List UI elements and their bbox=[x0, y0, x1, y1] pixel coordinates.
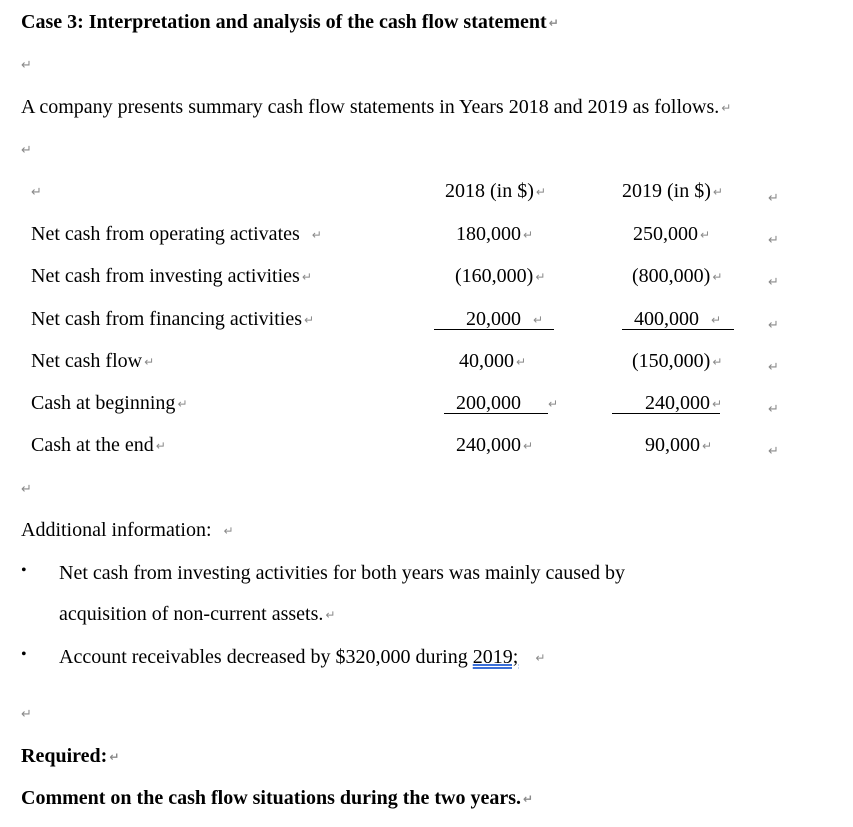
paragraph-mark-icon: ↵ bbox=[711, 313, 722, 327]
paragraph-mark-icon: ↵ bbox=[109, 750, 120, 764]
paragraph-mark-icon: ↵ bbox=[21, 143, 32, 158]
underline bbox=[434, 329, 554, 330]
value-2018: 20,000 ↵ bbox=[466, 308, 544, 330]
paragraph-mark-icon: ↵ bbox=[548, 16, 559, 30]
row-label: Cash at beginning ↵ bbox=[31, 392, 188, 414]
value-2018: 40,000 ↵ bbox=[459, 350, 527, 372]
value-2019: 250,000 ↵ bbox=[633, 223, 711, 245]
bullet-icon: • bbox=[21, 646, 27, 663]
paragraph-mark-icon: ↵ bbox=[721, 101, 732, 115]
paragraph-mark-icon: ↵ bbox=[21, 58, 32, 73]
paragraph-mark-icon: ↵ bbox=[31, 185, 42, 200]
required-title: Required: ↵ bbox=[21, 745, 120, 767]
row-end-mark-icon: ↵ bbox=[768, 318, 779, 333]
paragraph-mark-icon: ↵ bbox=[712, 270, 723, 284]
paragraph-mark-icon: ↵ bbox=[311, 228, 322, 242]
paragraph-mark-icon: ↵ bbox=[21, 707, 32, 722]
paragraph-mark-icon: ↵ bbox=[223, 524, 234, 538]
paragraph-mark-icon: ↵ bbox=[523, 792, 534, 806]
paragraph-mark-icon: ↵ bbox=[712, 355, 723, 369]
header-2019: 2019 (in $) ↵ bbox=[622, 180, 723, 202]
paragraph-mark-icon: ↵ bbox=[702, 439, 713, 453]
value-2018: 180,000 ↵ bbox=[456, 223, 534, 245]
paragraph-mark-icon: ↵ bbox=[177, 397, 188, 411]
row-label: Net cash from operating activates ↵ bbox=[31, 223, 322, 245]
case-title: Case 3: Interpretation and analysis of the cash flow statement ↵ bbox=[21, 11, 559, 33]
row-end-mark-icon: ↵ bbox=[768, 402, 779, 417]
underline bbox=[622, 329, 734, 330]
bullet-item-continued: acquisition of non-current assets. ↵ bbox=[59, 603, 336, 625]
value-2018: 200,000 ↵ bbox=[456, 392, 559, 414]
paragraph-mark-icon: ↵ bbox=[301, 270, 312, 284]
paragraph-mark-icon: ↵ bbox=[304, 313, 315, 327]
paragraph-mark-icon: ↵ bbox=[144, 355, 155, 369]
paragraph-mark-icon: ↵ bbox=[712, 397, 723, 411]
bullet-icon: • bbox=[21, 562, 27, 579]
value-2019: 90,000 ↵ bbox=[645, 434, 713, 456]
paragraph-mark-icon: ↵ bbox=[523, 439, 534, 453]
row-end-mark-icon: ↵ bbox=[768, 233, 779, 248]
value-2019: 240,000 ↵ bbox=[645, 392, 723, 414]
paragraph-mark-icon: ↵ bbox=[712, 185, 723, 199]
paragraph-mark-icon: ↵ bbox=[155, 439, 166, 453]
value-2019: (150,000) ↵ bbox=[632, 350, 723, 372]
paragraph-mark-icon: ↵ bbox=[535, 651, 546, 665]
row-end-mark-icon: ↵ bbox=[768, 360, 779, 375]
value-2019: (800,000) ↵ bbox=[632, 265, 723, 287]
paragraph-mark-icon: ↵ bbox=[21, 482, 32, 497]
value-2018: 240,000 ↵ bbox=[456, 434, 534, 456]
paragraph-mark-icon: ↵ bbox=[535, 270, 546, 284]
paragraph-mark-icon: ↵ bbox=[533, 313, 544, 327]
required-text: Comment on the cash flow situations during the two years. ↵ bbox=[21, 787, 534, 809]
row-label: Net cash flow ↵ bbox=[31, 350, 155, 372]
header-2018: 2018 (in $) ↵ bbox=[445, 180, 546, 202]
row-label: Cash at the end ↵ bbox=[31, 434, 166, 456]
bullet-item: Net cash from investing activities for both years was mainly caused by bbox=[59, 562, 625, 584]
row-end-mark-icon: ↵ bbox=[768, 191, 779, 206]
bullet-item: Account receivables decreased by $320,000 during 2019; ↵ bbox=[59, 646, 546, 668]
underline bbox=[612, 413, 720, 414]
row-label: Net cash from financing activities ↵ bbox=[31, 308, 315, 330]
paragraph-mark-icon: ↵ bbox=[548, 397, 559, 411]
row-end-mark-icon: ↵ bbox=[768, 275, 779, 290]
paragraph-mark-icon: ↵ bbox=[700, 228, 711, 242]
paragraph-mark-icon: ↵ bbox=[516, 355, 527, 369]
underline bbox=[444, 413, 548, 414]
spelling-highlight: 2019; bbox=[472, 646, 519, 668]
intro-paragraph: A company presents summary cash flow statements in Years 2018 and 2019 as follows. ↵ bbox=[21, 96, 732, 118]
row-label: Net cash from investing activities ↵ bbox=[31, 265, 312, 287]
value-2019: 400,000 ↵ bbox=[634, 308, 722, 330]
paragraph-mark-icon: ↵ bbox=[535, 185, 546, 199]
value-2018: (160,000) ↵ bbox=[455, 265, 546, 287]
paragraph-mark-icon: ↵ bbox=[523, 228, 534, 242]
paragraph-mark-icon: ↵ bbox=[325, 608, 336, 622]
additional-info-title: Additional information: ↵ bbox=[21, 519, 234, 541]
row-end-mark-icon: ↵ bbox=[768, 444, 779, 459]
